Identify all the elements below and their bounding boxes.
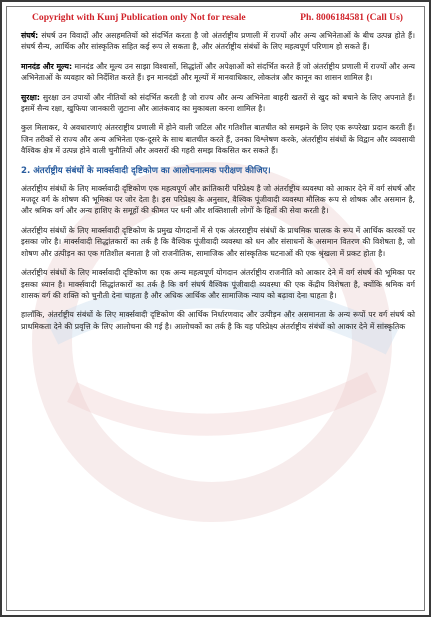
paragraph-conflict bbox=[21, 30, 415, 53]
answer-paragraph: अंतर्राष्ट्रीय संबंधों के लिए मार्क्सवादी दृष्टिकोण एक महत्वपूर्ण और क्रांतिकारी परिप्रेक्ष्य है जो अंतर्राष्ट्रीय व्यवस्था को आकार देने में वर्ग संघर्ष और मजदूर वर्ग के शोषण की भूमिका पर जोर देता है। इस परिप्रेक्ष्य के अनुसार, वैश्विक पूंजीवादी व्यवस्था मौलिक रूप से शोषक और असमान है, और श्रमिक वर्ग और अन्य हाशिए के समूहों की कीमत पर धनी और शक्तिशाली लोगों के हितों की सेवा करती है। bbox=[21, 183, 415, 216]
page-content bbox=[21, 30, 415, 340]
paragraph-norms-values bbox=[21, 61, 415, 84]
paragraph-security bbox=[21, 92, 415, 115]
answer-paragraph: अंतर्राष्ट्रीय संबंधों के लिए मार्क्सवादी दृष्टिकोण के प्रमुख योगदानों में से एक अंतरराष्ट्रीय संबंधों के प्राथमिक चालक के रूप में आर्थिक कारकों पर इसका जोर है। मार्क्सवादी सिद्धांतकारों का तर्क है कि वैश्विक पूंजीवादी व्यवस्था को धन और संसाधनों के असमान वितरण की विशेषता है, जो शोषण और उत्पीड़न का एक गतिशील बनाता है जो राजनीतिक, सामाजिक और सांस्कृतिक घटनाओं की एक श्रृंखला में प्रकट होता है। bbox=[21, 225, 415, 258]
term-text: सुरक्षा उन उपायों और नीतियों को संदर्भित करती है जो राज्य और अन्य अभिनेता बाहरी खतरों से खुद को बचाने के लिए अपनाते हैं। इसमें सैन्य रक्षा, खुफिया जानकारी जुटाना और आतंकवाद का मुकाबला करना शामिल है। bbox=[21, 92, 415, 114]
contact-phone: Ph. 8006184581 (Call Us) bbox=[300, 12, 403, 23]
term-text: मानदंड और मूल्य उन साझा विश्वासों, सिद्धांतों और अपेक्षाओं को संदर्भित करते हैं जो अंतर्राष्ट्रीय प्रणाली में राज्यों और अन्य अभिनेताओं के व्यवहार को निर्देशित करते हैं। इन मानदंडों और मूल्यों में मानवाधिकार, लोकतंत्र और कानून का शासन शामिल है। bbox=[21, 61, 415, 83]
answer-paragraph: अंतर्राष्ट्रीय संबंधों के लिए मार्क्सवादी दृष्टिकोण का एक अन्य महत्वपूर्ण योगदान अंतर्राष्ट्रीय राजनीति को आकार देने में वर्ग संघर्ष की भूमिका पर इसका ध्यान है। मार्क्सवादी सिद्धांतकारों का तर्क है कि वर्ग संघर्ष वैश्विक पूंजीवादी व्यवस्था की एक केंद्रीय विशेषता है, क्योंकि श्रमिक वर्ग शासक वर्ग की शक्ति को चुनौती देना चाहता है और अधिक आर्थिक और सामाजिक न्याय को बढ़ावा देना चाहता है। bbox=[21, 268, 415, 300]
term-label: मानदंड और मूल्य: bbox=[21, 61, 73, 71]
paragraph-summary bbox=[21, 122, 415, 156]
term-label: संघर्ष: bbox=[21, 31, 39, 40]
question-heading: 2. अंतर्राष्ट्रीय संबंधों के मार्क्सवादी दृष्टिकोण का आलोचनात्मक परीक्षण कीजिए। bbox=[21, 165, 271, 176]
summary-text: कुल मिलाकर, ये अवधारणाएं अंतरराष्ट्रीय प्रणाली में होने वाली जटिल और गतिशील बातचीत को समझने के लिए एक रूपरेखा प्रदान करती हैं। जिन तरीकों से राज्य और अन्य अभिनेता एक-दूसरे के साथ बातचीत करते हैं, उनका विश्लेषण करके, अंतर्राष्ट्रीय संबंधों के विद्वान और व्यवसायी वैश्विक क्षेत्र में उत्पन्न होने वाली चुनौतियों और अवसरों की गहरी समझ विकसित कर सकते हैं। bbox=[21, 123, 415, 156]
term-text: संघर्ष उन विवादों और असहमतियों को संदर्भित करता है जो अंतर्राष्ट्रीय प्रणाली में राज्यों और अन्य अभिनेताओं के बीच उत्पन्न होते हैं। संघर्ष सैन्य, आर्थिक और सांस्कृतिक सहित कई रूप ले सकता है, और अंतर्राष्ट्रीय संबंधों के लिए महत्वपूर्ण परिणाम हो सकते हैं। bbox=[21, 31, 415, 52]
answer-paragraph: हालाँकि, अंतर्राष्ट्रीय संबंधों के लिए मार्क्सवादी दृष्टिकोण की आर्थिक निर्धारणवाद और उत्पीड़न और असमानता के अन्य रूपों पर वर्ग संघर्ष को प्राथमिकता देने की प्रवृत्ति के लिए आलोचना की गई है। आलोचकों का तर्क है कि यह परिप्रेक्ष्य अंतर्राष्ट्रीय संबंधों को आकार देने में सांस्कृतिक bbox=[21, 310, 415, 331]
term-label: सुरक्षा: bbox=[21, 92, 40, 102]
page-header bbox=[2, 12, 429, 23]
copyright-notice: Copyright with Kunj Publication only Not for resale bbox=[32, 12, 246, 23]
